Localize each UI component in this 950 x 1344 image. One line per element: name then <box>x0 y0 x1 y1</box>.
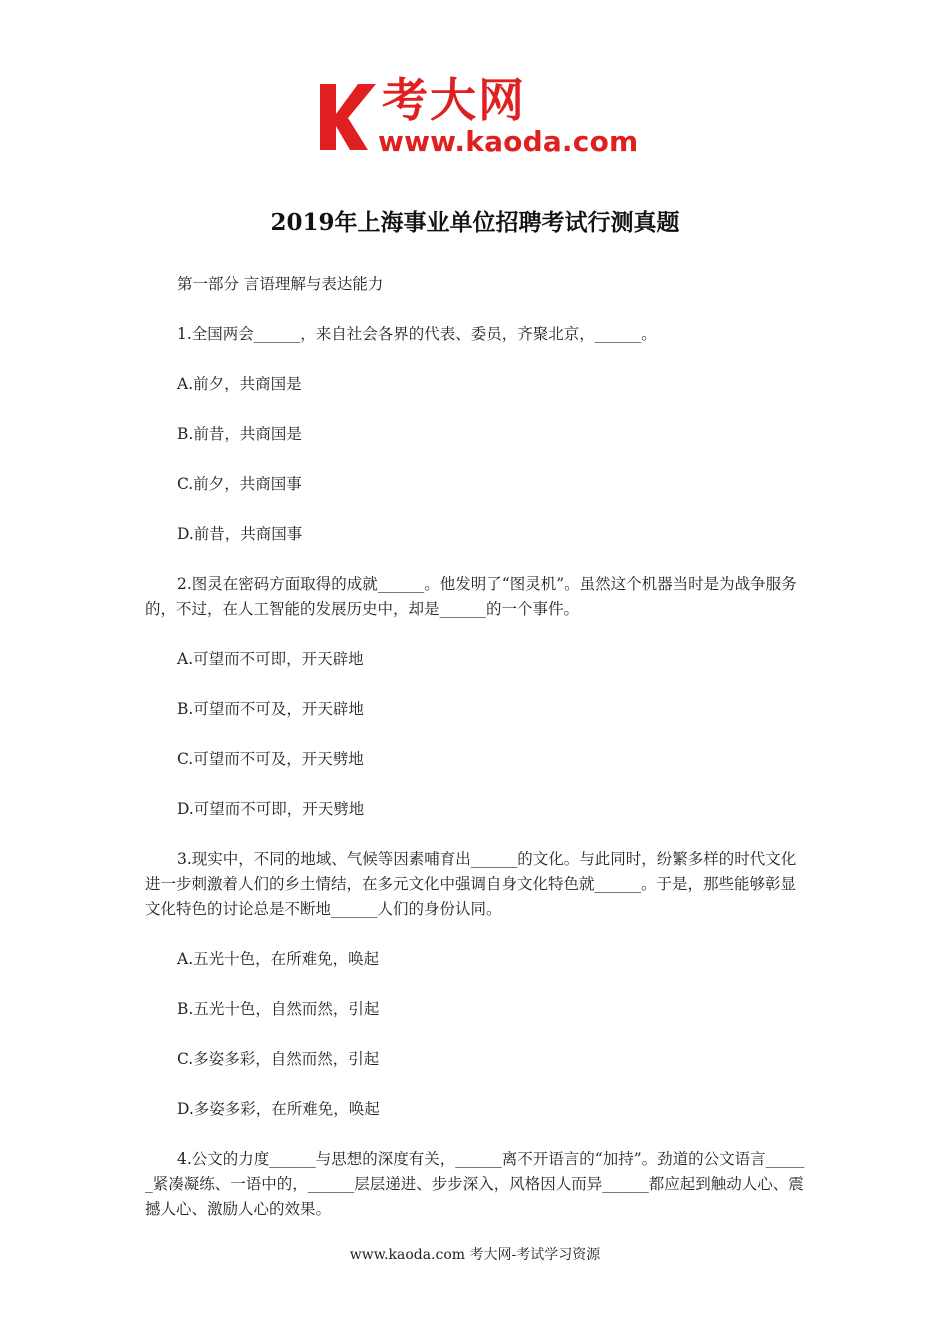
logo-url: www.kaoda.com <box>378 125 639 158</box>
page-title: 2019年上海事业单位招聘考试行测真题 <box>270 209 680 236</box>
question-1-option-d: D.前昔，共商国事 <box>177 525 303 543</box>
kaoda-logo <box>318 73 639 160</box>
question-2-option-c: C.可望而不可及，开天劈地 <box>177 750 364 768</box>
document-body <box>145 272 807 1247</box>
question-1-option-b: B.前昔，共商国是 <box>177 425 302 443</box>
question-2-option-a: A.可望而不可即，开天辟地 <box>177 650 364 668</box>
question-3-option-b: B.五光十色，自然而然，引起 <box>177 1000 380 1018</box>
question-4: 4.公文的力度______与思想的深度有关，______离不开语言的“加持”。劲道的公文语言______紧凑凝练、一语中的，______层层递进、步步深入，风格因人而异______都应起到触动人心、震撼人心、激励人心的效果。 <box>145 1150 805 1218</box>
question-3-option-c: C.多姿多彩，自然而然，引起 <box>177 1050 380 1068</box>
question-3-option-a: A.五光十色，在所难免，唤起 <box>177 950 380 968</box>
question-1: 1.全国两会______，来自社会各界的代表、委员，齐聚北京，______。 <box>177 325 657 343</box>
page-footer: www.kaoda.com 考大网-考试学习资源 <box>349 1247 601 1263</box>
question-1-option-c: C.前夕，共商国事 <box>177 475 302 493</box>
question-1-option-a: A.前夕，共商国是 <box>177 375 302 393</box>
question-2: 2.图灵在密码方面取得的成就______。他发明了“图灵机”。虽然这个机器当时是为战争服务的，不过，在人工智能的发展历史中，却是______的一个事件。 <box>145 575 797 618</box>
section-heading: 第一部分 言语理解与表达能力 <box>177 275 384 293</box>
question-2-option-b: B.可望而不可及，开天辟地 <box>177 700 364 718</box>
logo-k-mark <box>318 80 380 152</box>
question-2-option-d: D.可望而不可即，开天劈地 <box>177 800 365 818</box>
logo-chinese-name: 考大网 <box>382 73 526 127</box>
question-3-option-d: D.多姿多彩，在所难免，唤起 <box>177 1100 380 1118</box>
question-3: 3.现实中，不同的地域、气候等因素哺育出______的文化。与此同时，纷繁多样的时代文化进一步刺激着人们的乡土情结，在多元文化中强调自身文化特色就______。于是，那些能够彰显文化特色的讨论总是不断地______人们的身份认同。 <box>145 850 797 918</box>
